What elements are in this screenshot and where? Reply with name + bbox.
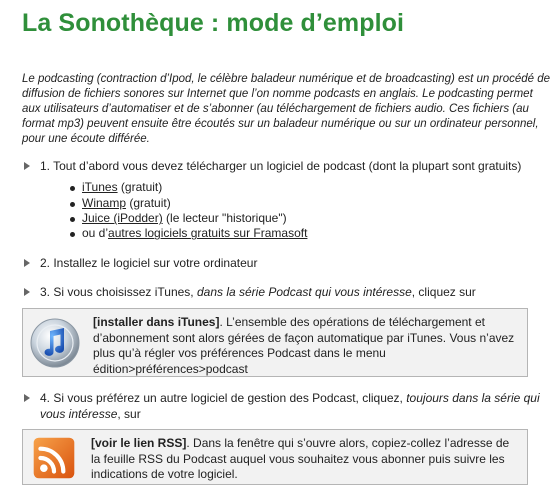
step-3-text-end: , cliquez sur — [411, 285, 476, 300]
step-4-text-end: , sur — [117, 406, 141, 421]
list-item — [70, 226, 546, 241]
list-item — [70, 196, 546, 211]
intro-paragraph: Le podcasting (contraction d’Ipod, le célèbre baladeur numérique et de broadcasting) est un procédé de diffusion de fichiers sonores sur Internet que l’on nomme podcasts en anglais. Le podcasting permet aux utilisateurs d’automatiser et de s’abonner (au téléchargement de fichiers audio. Ces fichiers (au format mp3) peuvent ensuite être écoutés sur un baladeur numérique ou sur un ordinateur personnel, pour une écoute différée. — [22, 72, 551, 145]
rss-box — [22, 429, 528, 485]
itunes-box-text — [93, 315, 519, 377]
rss-box-text — [91, 436, 519, 483]
list-item-suffix: (le lecteur "historique") — [162, 211, 287, 226]
step-3 — [22, 285, 546, 301]
list-item — [70, 180, 546, 195]
step-1-text: 1. Tout d’abord vous devez télécharger un logiciel de podcast (dont la plupart sont gratuits) — [40, 158, 522, 173]
list-item — [70, 211, 546, 226]
list-item-prefix: ou d’ — [82, 226, 109, 241]
list-item-suffix: (gratuit) — [126, 195, 171, 210]
triangle-bullet-icon — [24, 288, 30, 296]
page-title: La Sonothèque : mode d’emploi — [22, 9, 405, 37]
rss-icon[interactable] — [29, 436, 79, 480]
juice-link[interactable]: Juice (iPodder) — [82, 211, 163, 226]
list-item-suffix: (gratuit) — [117, 180, 163, 195]
step-2-text: 2. Installez le logiciel sur votre ordinateur — [40, 255, 258, 270]
step-3-emphasis: dans la série Podcast qui vous intéresse — [196, 285, 412, 300]
itunes-box — [22, 308, 528, 377]
install-itunes-link[interactable]: [installer dans iTunes] — [93, 315, 220, 330]
itunes-description: . L’ensemble des opérations de téléchargement et d’abonnement sont alors gérées de façon automatique par iTunes. Vous n’avez plus qu’à régler vos préférences Podcast dans le menu édition>préférences>podcast — [93, 315, 515, 376]
view-rss-link[interactable]: [voir le lien RSS] — [91, 436, 187, 451]
triangle-bullet-icon — [24, 394, 30, 402]
winamp-link[interactable]: Winamp — [82, 195, 127, 210]
itunes-icon[interactable] — [29, 317, 81, 369]
step-4-text: 4. Si vous préférez un autre logiciel de gestion des Podcast, cliquez, — [40, 391, 407, 406]
step-4-emphasis: toujours dans la série qui vous intéresse — [40, 391, 540, 421]
triangle-bullet-icon — [24, 259, 30, 267]
software-list — [70, 180, 546, 241]
step-4 — [22, 391, 546, 422]
step-2 — [22, 256, 546, 272]
step-3-text: 3. Si vous choisissez iTunes, — [40, 285, 197, 300]
itunes-link[interactable]: iTunes — [82, 180, 118, 195]
step-1 — [22, 159, 546, 242]
rss-description: . Dans la fenêtre qui s’ouvre alors, copiez-collez l’adresse de la feuille RSS du Podcast auquel vous souhaitez vous abonner puis suivre les indications de votre logiciel. — [91, 436, 510, 482]
framasoft-link[interactable]: autres logiciels gratuits sur Framasoft — [108, 226, 308, 241]
triangle-bullet-icon — [24, 162, 30, 170]
